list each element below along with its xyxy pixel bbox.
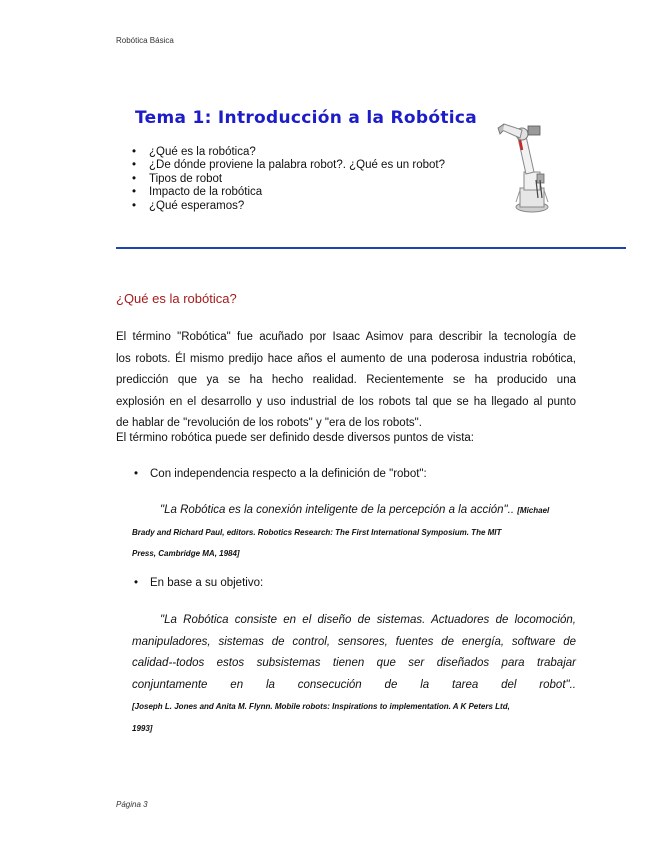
- topic-item: • Impacto de la robótica: [132, 186, 445, 199]
- topic-item: • ¿Qué esperamos?: [132, 200, 445, 213]
- quote-citation: [Joseph L. Jones and Anita M. Flynn. Mobile robots: Inspirations to implementation. A K Peters Ltd,: [132, 702, 510, 712]
- definition-paragraph: El término robótica puede ser definido desde diversos puntos de vista:: [116, 432, 474, 444]
- section-title: ¿Qué es la robótica?: [116, 291, 237, 306]
- robot-arm-icon: [490, 110, 560, 214]
- quote-text: "La Robótica es la conexión inteligente de la percepción a la acción"..: [160, 504, 515, 516]
- quote-citation: Press, Cambridge MA, 1984]: [132, 549, 240, 559]
- quote-citation: 1993]: [132, 723, 153, 733]
- paragraph-line: de hablar de "revolución de los robots" y "era de los robots".: [116, 417, 422, 430]
- quote-citation: Brady and Richard Paul, editors. Robotics Research: The First International Symposium. The MIT: [132, 527, 502, 537]
- topic-item: • ¿De dónde proviene la palabra robot?. ¿Qué es un robot?: [132, 159, 445, 172]
- bullet-text: En base a su objetivo:: [150, 577, 264, 589]
- bullet-item: • Con independencia respecto a la definición de "robot":: [134, 468, 427, 480]
- chapter-title: Tema 1: Introducción a la Robótica: [135, 108, 478, 128]
- bullet-text: Con independencia respecto a la definición de "robot":: [150, 468, 427, 480]
- paragraph-line: El término "Robótica" fue acuñado por Isaac Asimov para describir la tecnología de: [116, 331, 576, 343]
- quote-line: "La Robótica consiste en el diseño de sistemas. Actuadores de locomoción,: [160, 614, 576, 626]
- intro-paragraph: [116, 327, 576, 435]
- topic-item: • Tipos de robot: [132, 173, 445, 186]
- paragraph-line: explosión en el desarrollo y uso industrial de los robots tal que se ha llegado al punto: [116, 395, 576, 408]
- quote-block: [132, 610, 576, 740]
- section-divider: [116, 247, 626, 249]
- quote-line: manipuladores, sistemas de control, sensores, fuentes de energía, software de: [132, 635, 576, 648]
- quote-line: calidad--todos estos subsistemas tienen que ser diseñados para trabajar: [132, 657, 576, 670]
- paragraph-line: los robots. Él mismo predijo hace años el aumento de una poderosa industria robótica,: [116, 352, 576, 365]
- quote-block: [132, 500, 576, 565]
- topic-item: • ¿Qué es la robótica?: [132, 146, 445, 159]
- topics-list: [132, 146, 445, 213]
- quote-line: conjuntamente en la consecución de la tarea del robot"..: [132, 678, 576, 691]
- page-header: Robótica Básica: [116, 36, 174, 45]
- paragraph-line: predicción que ya se ha hecho realidad. Recientemente se ha producido una: [116, 374, 576, 387]
- page-footer: Página 3: [116, 800, 148, 809]
- quote-citation: [Michael: [517, 506, 550, 515]
- bullet-item: • En base a su objetivo:: [134, 577, 264, 589]
